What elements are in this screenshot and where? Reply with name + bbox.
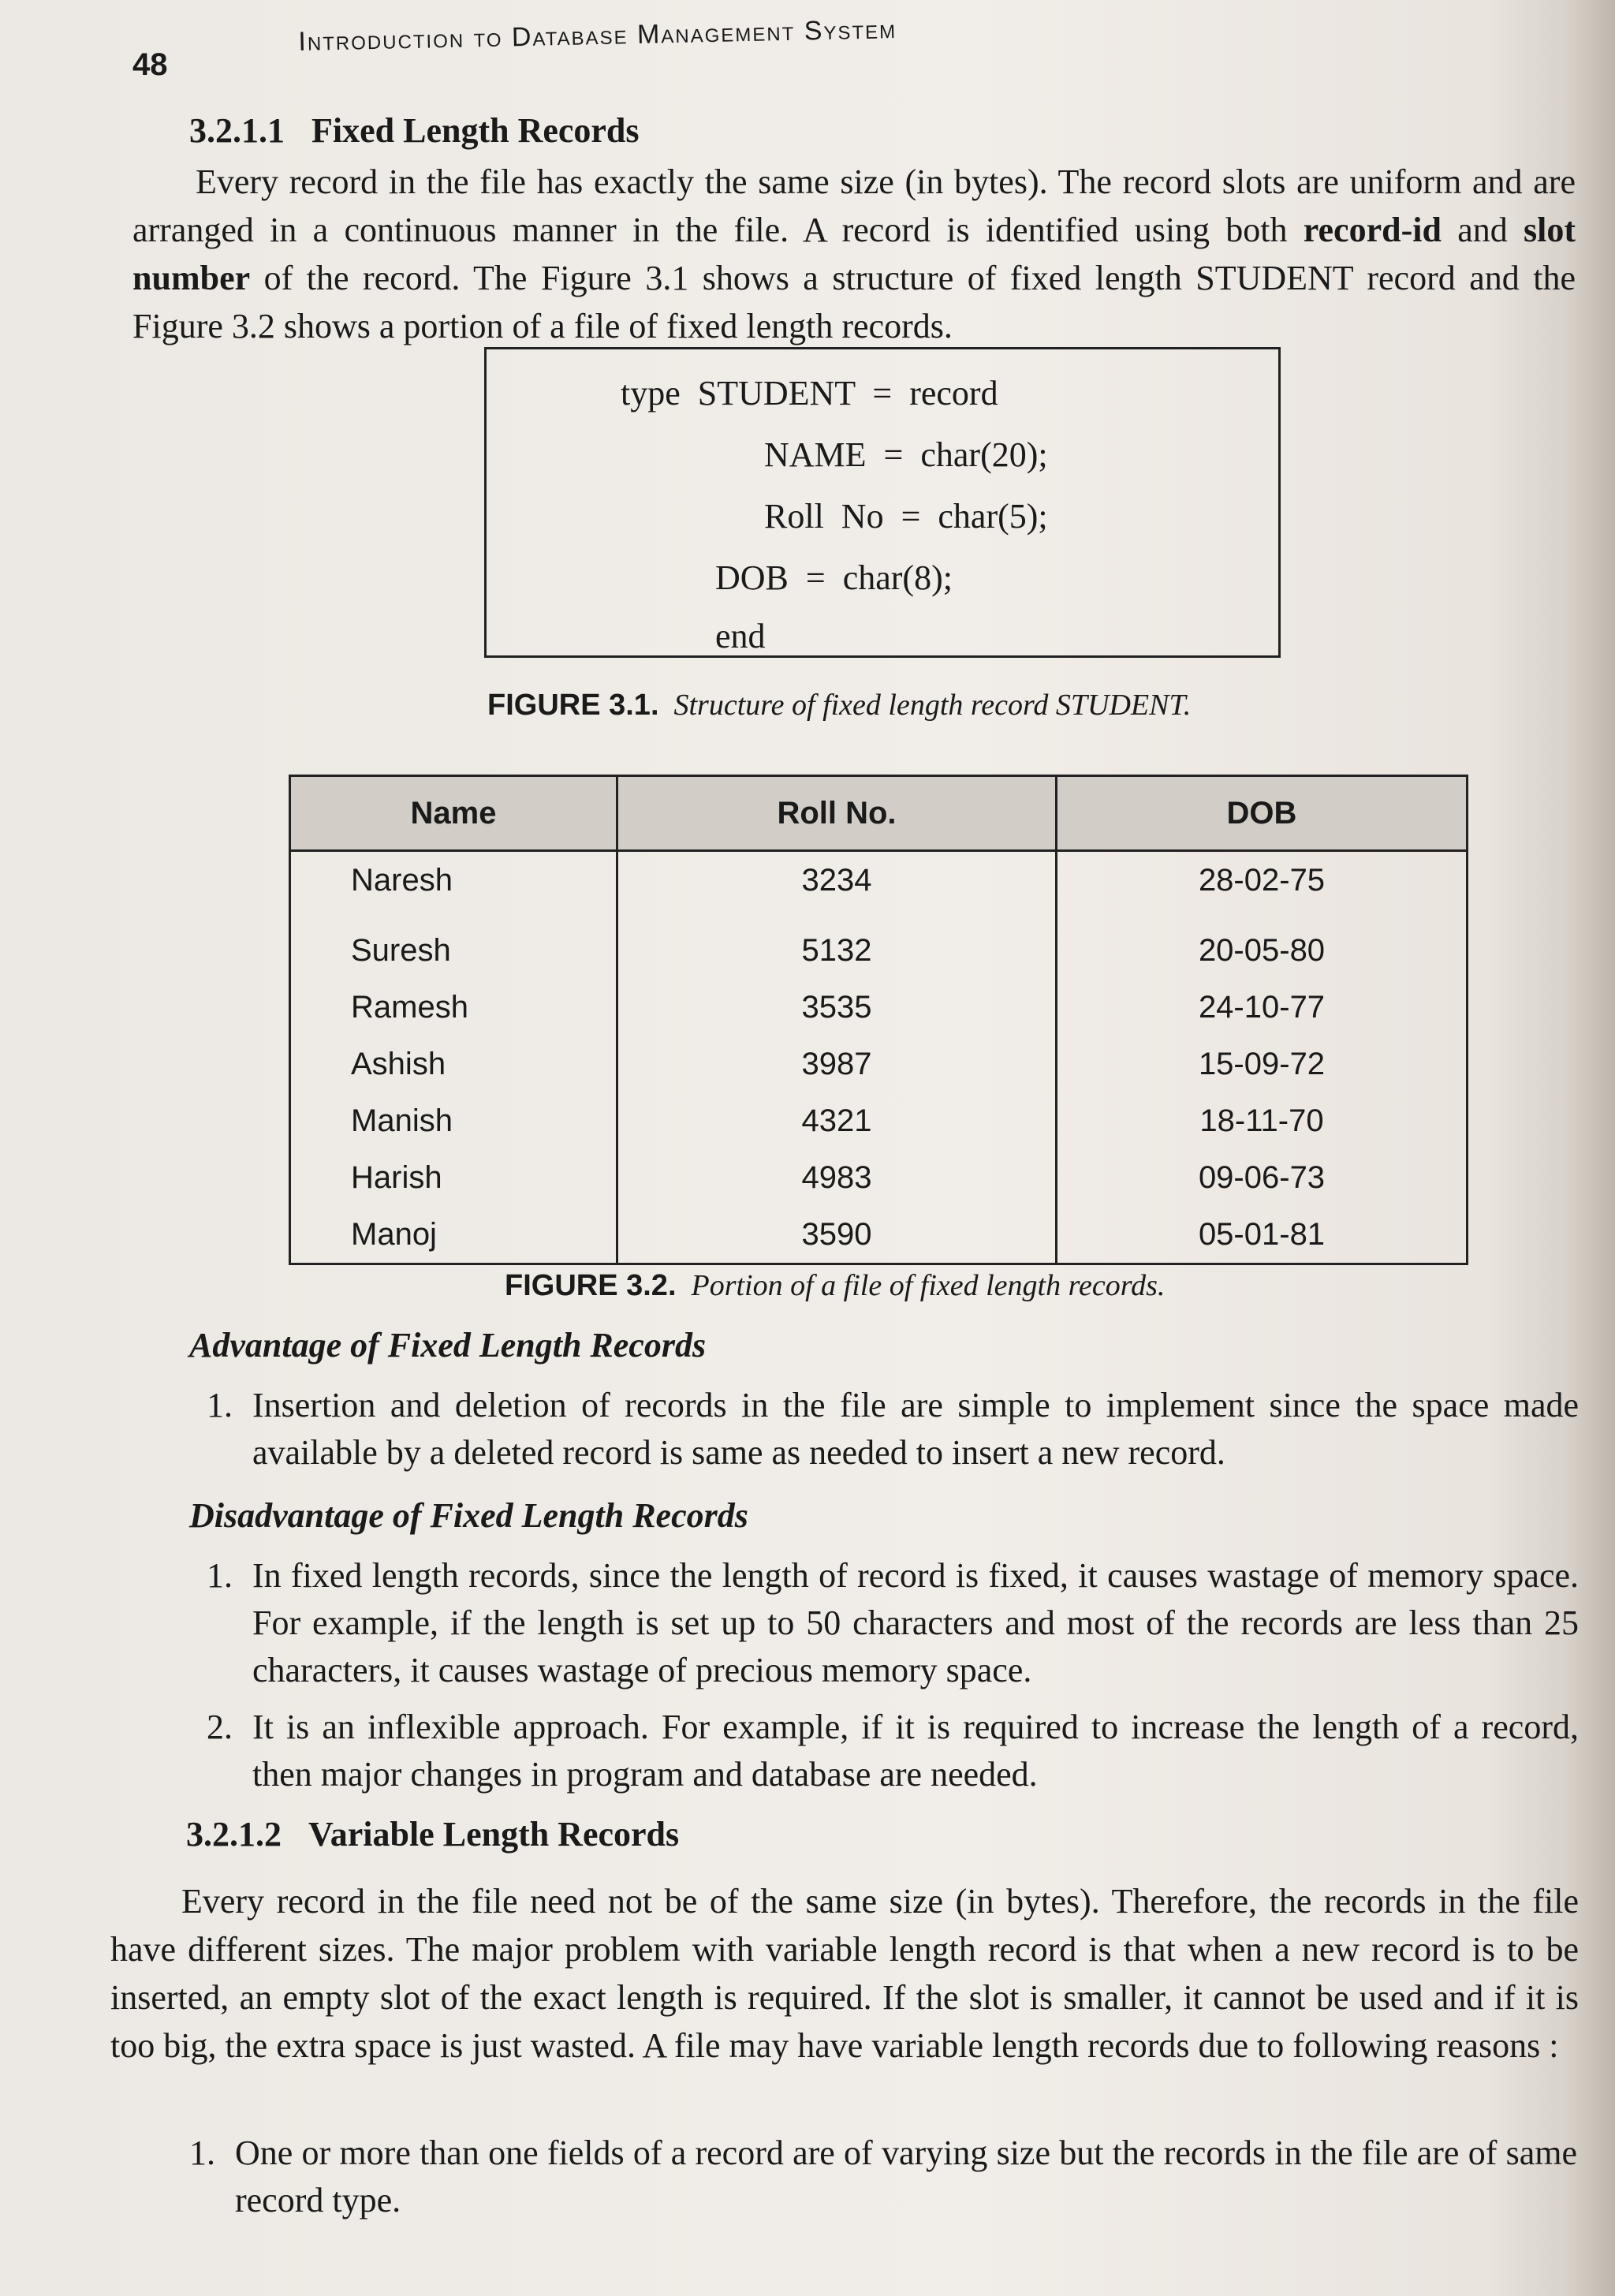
cell-roll-no: 4983 [617, 1149, 1057, 1206]
cell-name: Harish [290, 1149, 617, 1206]
cell-dob: 15-09-72 [1057, 1036, 1468, 1092]
list-item: 1. Insertion and deletion of records in the file are simple to implement since the space made available by a deleted record is same as needed to insert a new record. [207, 1386, 1579, 1472]
cell-dob: 28-02-75 [1057, 851, 1468, 909]
term-slot-number: slot number [132, 211, 1576, 297]
list-item: 2. It is an inflexible approach. For example, if it is required to increase the length of a record, then major changes in program and database are needed. [207, 1708, 1579, 1794]
fixed-length-paragraph: Every record in the file has exactly the same size (in bytes). The record slots are uniform and are arranged in a continuous manner in the file. A record is identified using both record-id and slot number of the record. The Figure 3.1 shows a structure of fixed length STUDENT record and the Figure 3.2 shows a portion of a file of fixed length records. [132, 162, 1576, 345]
disadvantage-heading: Disadvantage of Fixed Length Records [189, 1496, 748, 1535]
cell-dob: 18-11-70 [1057, 1092, 1468, 1149]
section-number: 3.2.1.2 [186, 1815, 282, 1854]
cell-dob: 05-01-81 [1057, 1206, 1468, 1264]
cell-name: Manish [290, 1092, 617, 1149]
section-heading-variable [186, 1814, 679, 1854]
figure-caption-3-1: FIGURE 3.1. Structure of fixed length record STUDENT. [487, 689, 1192, 722]
cell-roll-no: 4321 [617, 1092, 1057, 1149]
advantage-heading: Advantage of Fixed Length Records [189, 1326, 707, 1365]
table-row [290, 1036, 1468, 1092]
code-line-end: end [715, 617, 766, 655]
section-number: 3.2.1.1 [189, 111, 285, 150]
cell-name: Manoj [290, 1206, 617, 1264]
code-line-rollno: Roll No = char(5); [764, 497, 1048, 536]
table-row [290, 1092, 1468, 1149]
table-row [290, 1206, 1468, 1264]
table-row [290, 851, 1468, 909]
list-item: 1. In fixed length records, since the length of record is fixed, it causes wastage of memory space. For example, if the length is set up to 50 characters and most of the records are less than 25 characters, it causes wastage of precious memory space. [207, 1556, 1579, 1689]
figure-caption-3-2: FIGURE 3.2. Portion of a file of fixed length records. [505, 1269, 1166, 1302]
section-heading-fixed [189, 110, 640, 151]
cell-name: Suresh [290, 909, 617, 979]
column-header-roll-no: Roll No. [617, 776, 1057, 851]
table-row [290, 1149, 1468, 1206]
cell-dob: 20-05-80 [1057, 909, 1468, 979]
table-row [290, 909, 1468, 979]
cell-name: Naresh [290, 851, 617, 909]
cell-name: Ashish [290, 1036, 617, 1092]
variable-length-paragraph: Every record in the file need not be of the same size (in bytes). Therefore, the records in the file have different sizes. The major problem with variable length record is that when a new record is to be inserted, an empty slot of the exact length is required. If the slot is smaller, it cannot be used and if it is too big, the extra space is just wasted. A file may have variable length records due to following reasons : [110, 1882, 1579, 2065]
cell-dob: 09-06-73 [1057, 1149, 1468, 1206]
table-header-row [290, 776, 1468, 851]
cell-roll-no: 3535 [617, 979, 1057, 1036]
code-line-type: type STUDENT = record [621, 374, 998, 413]
cell-name: Ramesh [290, 979, 617, 1036]
section-title: Fixed Length Records [311, 111, 640, 150]
column-header-name: Name [290, 776, 617, 851]
code-line-name: NAME = char(20); [764, 435, 1048, 474]
record-structure-box [484, 347, 1281, 658]
page-number: 48 [132, 47, 168, 82]
section-title: Variable Length Records [308, 1815, 680, 1854]
running-head: Introduction to Database Management System [298, 14, 897, 57]
column-header-dob: DOB [1057, 776, 1468, 851]
cell-dob: 24-10-77 [1057, 979, 1468, 1036]
list-item: 1. One or more than one fields of a record are of varying size but the records in the file are of same record type. [189, 2134, 1577, 2219]
term-record-id: record-id [1303, 211, 1442, 249]
cell-roll-no: 3590 [617, 1206, 1057, 1264]
records-table [289, 775, 1468, 1265]
table-row [290, 979, 1468, 1036]
cell-roll-no: 3987 [617, 1036, 1057, 1092]
code-line-dob: DOB = char(8); [715, 558, 953, 597]
cell-roll-no: 5132 [617, 909, 1057, 979]
cell-roll-no: 3234 [617, 851, 1057, 909]
